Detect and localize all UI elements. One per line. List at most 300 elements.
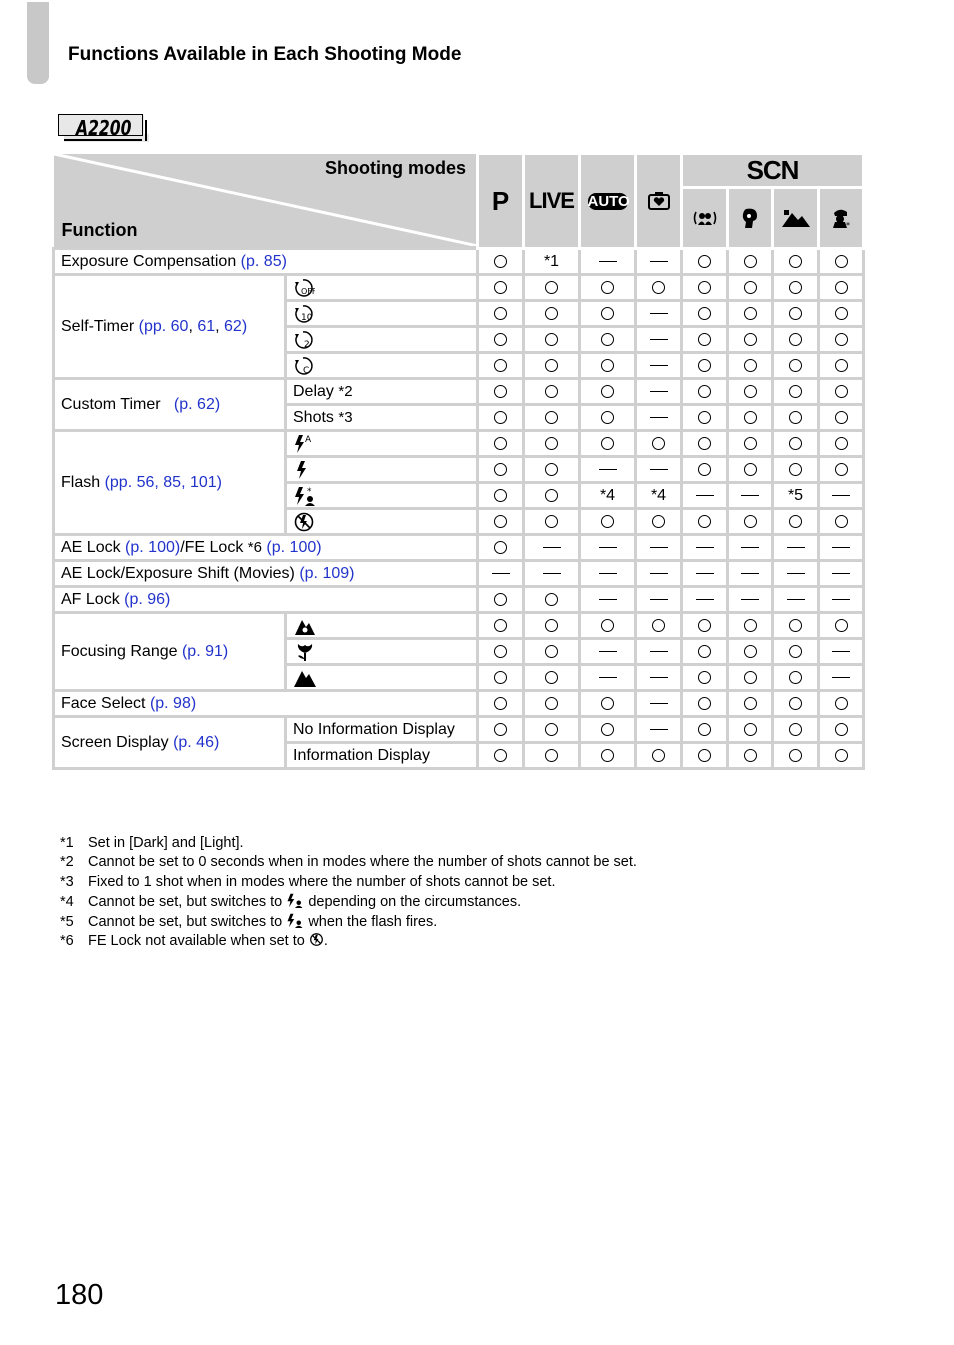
available-mark bbox=[478, 691, 524, 717]
available-mark bbox=[478, 353, 524, 379]
af-lock-label: AF Lock bbox=[61, 590, 120, 608]
available-mark bbox=[819, 691, 864, 717]
dash-icon bbox=[650, 677, 668, 679]
slow-sync-cell bbox=[286, 483, 478, 509]
unavailable-mark bbox=[682, 587, 728, 613]
available-mark bbox=[524, 613, 580, 639]
scn-kids-header bbox=[682, 188, 728, 249]
circle-icon bbox=[494, 385, 507, 398]
unavailable-mark bbox=[580, 249, 636, 275]
unavailable-mark bbox=[636, 405, 682, 431]
circle-icon bbox=[698, 307, 711, 320]
af-lock-label-cell bbox=[54, 587, 478, 613]
ae-shift-ref-link[interactable]: (p. 109) bbox=[299, 564, 355, 582]
circle-icon bbox=[601, 723, 614, 736]
available-mark bbox=[524, 275, 580, 301]
mode-portrait-header bbox=[636, 154, 682, 249]
available-mark bbox=[773, 431, 819, 457]
macro-icon bbox=[293, 642, 317, 662]
no-info-label: No Information Display bbox=[293, 720, 455, 738]
available-mark bbox=[773, 457, 819, 483]
svg-text:A: A bbox=[305, 434, 312, 445]
unavailable-mark bbox=[636, 457, 682, 483]
dash-icon bbox=[787, 547, 805, 549]
footnote-1 bbox=[60, 834, 637, 853]
footnote-2 bbox=[60, 853, 637, 872]
ae-shift-label: AE Lock/Exposure Shift (Movies) bbox=[61, 564, 295, 582]
row-custom-timer-delay bbox=[54, 379, 864, 405]
available-mark bbox=[478, 509, 524, 535]
circle-icon bbox=[698, 463, 711, 476]
svg-text:*: * bbox=[307, 486, 312, 497]
shots-label: Shots bbox=[293, 408, 334, 426]
available-mark bbox=[773, 691, 819, 717]
circle-icon bbox=[601, 411, 614, 424]
available-mark bbox=[682, 353, 728, 379]
footnote-text: Cannot be set to 0 seconds when in modes where the number of shots cannot be set. bbox=[88, 854, 637, 871]
ae-lock-label-cell bbox=[54, 535, 478, 561]
dash-icon bbox=[599, 599, 617, 601]
available-mark bbox=[478, 431, 524, 457]
row-exposure-compensation bbox=[54, 249, 864, 275]
circle-icon bbox=[698, 619, 711, 632]
circle-icon bbox=[545, 619, 558, 632]
circle-icon bbox=[601, 697, 614, 710]
footnote-3 bbox=[60, 873, 637, 892]
available-mark bbox=[773, 327, 819, 353]
portrait-mode-icon bbox=[647, 191, 671, 211]
unavailable-mark bbox=[728, 561, 773, 587]
screen-ref-link[interactable]: (p. 46) bbox=[173, 733, 220, 751]
available-mark bbox=[478, 327, 524, 353]
available-mark bbox=[524, 509, 580, 535]
circle-icon bbox=[494, 671, 507, 684]
available-mark bbox=[773, 275, 819, 301]
fe-lock-label: /FE Lock bbox=[180, 538, 244, 556]
footnote-text: when the flash fires. bbox=[308, 914, 438, 931]
available-mark bbox=[478, 301, 524, 327]
circle-icon bbox=[698, 645, 711, 658]
unavailable-mark bbox=[636, 587, 682, 613]
row-face-select bbox=[54, 691, 864, 717]
footnote-text: Set in [Dark] and [Light]. bbox=[88, 835, 244, 851]
dash-icon bbox=[832, 495, 850, 497]
dash-icon bbox=[650, 365, 668, 367]
fe-lock-ref-link[interactable]: (p. 100) bbox=[266, 538, 322, 556]
available-mark bbox=[819, 717, 864, 743]
available-mark bbox=[580, 691, 636, 717]
circle-icon bbox=[601, 359, 614, 372]
circle-icon bbox=[789, 437, 802, 450]
self-timer-off-cell bbox=[286, 275, 478, 301]
dash-icon bbox=[832, 599, 850, 601]
available-mark bbox=[478, 639, 524, 665]
footnote-text: Cannot be set, but switches to bbox=[88, 893, 283, 910]
available-mark bbox=[682, 405, 728, 431]
portrait-icon bbox=[740, 207, 760, 229]
available-mark bbox=[478, 535, 524, 561]
af-lock-ref-link[interactable]: (p. 96) bbox=[124, 590, 171, 608]
unavailable-mark bbox=[636, 717, 682, 743]
flash-off-cell bbox=[286, 509, 478, 535]
model-badge bbox=[58, 114, 148, 141]
circle-icon bbox=[789, 723, 802, 736]
available-mark bbox=[636, 613, 682, 639]
circle-icon bbox=[494, 749, 507, 762]
macro-cell bbox=[286, 639, 478, 665]
available-mark bbox=[773, 743, 819, 769]
dash-icon bbox=[741, 573, 759, 575]
circle-icon bbox=[545, 385, 558, 398]
circle-icon bbox=[744, 463, 757, 476]
available-mark bbox=[524, 405, 580, 431]
available-mark bbox=[728, 639, 773, 665]
note-mark: *5 bbox=[773, 483, 819, 509]
self-timer-10-cell bbox=[286, 301, 478, 327]
note-mark: *1 bbox=[524, 249, 580, 275]
circle-icon bbox=[744, 671, 757, 684]
available-mark bbox=[682, 379, 728, 405]
unavailable-mark bbox=[773, 561, 819, 587]
unavailable-mark bbox=[728, 535, 773, 561]
circle-icon bbox=[835, 333, 848, 346]
circle-icon bbox=[835, 385, 848, 398]
mode-live-header bbox=[524, 154, 580, 249]
circle-icon bbox=[835, 697, 848, 710]
self-timer-ref-link-62[interactable]: 62) bbox=[224, 317, 248, 335]
fe-lock-note: *6 bbox=[247, 538, 262, 556]
available-mark bbox=[524, 431, 580, 457]
self-timer-custom-cell bbox=[286, 353, 478, 379]
flash-auto-cell bbox=[286, 431, 478, 457]
footnotes bbox=[60, 834, 637, 952]
available-mark bbox=[524, 327, 580, 353]
dash-icon bbox=[741, 495, 759, 497]
available-mark bbox=[478, 457, 524, 483]
unavailable-mark bbox=[636, 561, 682, 587]
self-timer-ref-link-61[interactable]: 61 bbox=[197, 317, 216, 335]
footnote-text: depending on the circumstances. bbox=[308, 893, 522, 910]
circle-icon bbox=[789, 645, 802, 658]
circle-icon bbox=[744, 749, 757, 762]
dash-icon bbox=[832, 547, 850, 549]
dash-icon bbox=[832, 573, 850, 575]
circle-icon bbox=[744, 359, 757, 372]
available-mark bbox=[819, 405, 864, 431]
available-mark bbox=[636, 275, 682, 301]
circle-icon bbox=[789, 255, 802, 268]
circle-icon bbox=[835, 619, 848, 632]
circle-icon bbox=[545, 593, 558, 606]
available-mark bbox=[478, 379, 524, 405]
scn-header: SCN bbox=[682, 154, 864, 188]
available-mark bbox=[773, 717, 819, 743]
ae-shift-label-cell bbox=[54, 561, 478, 587]
footnote-mark: *3 bbox=[60, 873, 74, 890]
circle-icon bbox=[835, 749, 848, 762]
unavailable-mark bbox=[682, 561, 728, 587]
delay-label: Delay bbox=[293, 382, 334, 400]
dash-icon bbox=[599, 547, 617, 549]
circle-icon bbox=[698, 333, 711, 346]
ae-lock-ref-link[interactable]: (p. 100) bbox=[125, 538, 181, 556]
self-timer-label-cell: Self-Timer (pp. 60, 61, 62) bbox=[54, 275, 286, 379]
circle-icon bbox=[545, 333, 558, 346]
circle-icon bbox=[835, 281, 848, 294]
kids-pets-icon bbox=[693, 210, 717, 226]
unavailable-mark bbox=[819, 561, 864, 587]
circle-icon bbox=[789, 619, 802, 632]
dash-icon bbox=[696, 495, 714, 497]
dash-icon bbox=[650, 651, 668, 653]
footnote-mark: *5 bbox=[60, 914, 74, 931]
circle-icon bbox=[494, 359, 507, 372]
circle-icon bbox=[789, 463, 802, 476]
circle-icon bbox=[744, 437, 757, 450]
row-ae-exposure-shift bbox=[54, 561, 864, 587]
available-mark bbox=[819, 613, 864, 639]
circle-icon bbox=[494, 645, 507, 658]
circle-icon bbox=[601, 333, 614, 346]
available-mark bbox=[524, 587, 580, 613]
available-mark bbox=[819, 275, 864, 301]
circle-icon bbox=[789, 281, 802, 294]
infinity-cell bbox=[286, 665, 478, 691]
svg-text:10: 10 bbox=[301, 312, 313, 323]
shots-cell bbox=[286, 405, 478, 431]
available-mark bbox=[524, 691, 580, 717]
mode-auto-label: AUTO bbox=[587, 192, 630, 210]
dash-icon bbox=[599, 469, 617, 471]
circle-icon bbox=[494, 281, 507, 294]
no-info-cell bbox=[286, 717, 478, 743]
footnote-6 bbox=[60, 932, 637, 951]
circle-icon bbox=[494, 437, 507, 450]
circle-icon bbox=[698, 411, 711, 424]
available-mark bbox=[773, 509, 819, 535]
dash-icon bbox=[492, 573, 510, 575]
unavailable-mark bbox=[819, 483, 864, 509]
delay-cell bbox=[286, 379, 478, 405]
unavailable-mark bbox=[636, 535, 682, 561]
face-select-label: Face Select bbox=[61, 694, 146, 712]
circle-icon bbox=[545, 307, 558, 320]
available-mark bbox=[728, 327, 773, 353]
available-mark bbox=[728, 509, 773, 535]
available-mark bbox=[636, 431, 682, 457]
focusing-ref-link[interactable]: (p. 91) bbox=[181, 642, 229, 660]
available-mark bbox=[636, 509, 682, 535]
custom-timer-label: Custom Timer bbox=[61, 395, 161, 413]
dash-icon bbox=[650, 547, 668, 549]
available-mark bbox=[682, 275, 728, 301]
circle-icon bbox=[652, 437, 665, 450]
available-mark bbox=[478, 665, 524, 691]
svg-text:C: C bbox=[303, 365, 310, 376]
unavailable-mark bbox=[636, 327, 682, 353]
circle-icon bbox=[545, 697, 558, 710]
circle-icon bbox=[545, 411, 558, 424]
available-mark bbox=[580, 275, 636, 301]
model-name: A2200 bbox=[76, 116, 132, 140]
available-mark bbox=[682, 249, 728, 275]
available-mark bbox=[728, 249, 773, 275]
available-mark bbox=[478, 743, 524, 769]
available-mark bbox=[478, 483, 524, 509]
available-mark bbox=[682, 717, 728, 743]
circle-icon bbox=[494, 593, 507, 606]
circle-icon bbox=[698, 255, 711, 268]
page-heading: Functions Available in Each Shooting Mode bbox=[68, 44, 462, 65]
circle-icon bbox=[835, 463, 848, 476]
svg-text:2: 2 bbox=[304, 339, 310, 350]
footnote-mark: *1 bbox=[60, 835, 74, 851]
shooting-modes-label: Shooting modes bbox=[325, 157, 466, 178]
available-mark bbox=[819, 327, 864, 353]
circle-icon bbox=[545, 437, 558, 450]
circle-icon bbox=[744, 385, 757, 398]
circle-icon bbox=[545, 281, 558, 294]
footnote-text: . bbox=[323, 933, 328, 950]
circle-icon bbox=[698, 281, 711, 294]
self-timer-ref-link-60[interactable]: (pp. 60 bbox=[138, 317, 189, 335]
normal-focus-icon bbox=[293, 616, 317, 636]
landscape-icon bbox=[782, 208, 810, 228]
footnote-5 bbox=[60, 912, 637, 932]
available-mark bbox=[682, 613, 728, 639]
circle-icon bbox=[494, 255, 507, 268]
page-number: 180 bbox=[55, 1279, 104, 1311]
available-mark bbox=[819, 509, 864, 535]
self-timer-2-cell bbox=[286, 327, 478, 353]
available-mark bbox=[728, 301, 773, 327]
circle-icon bbox=[545, 463, 558, 476]
circle-icon bbox=[835, 411, 848, 424]
available-mark bbox=[682, 691, 728, 717]
footnote-text: Cannot be set, but switches to bbox=[88, 914, 283, 931]
unavailable-mark bbox=[636, 665, 682, 691]
available-mark bbox=[682, 431, 728, 457]
circle-icon bbox=[789, 697, 802, 710]
circle-icon bbox=[789, 515, 802, 528]
info-cell bbox=[286, 743, 478, 769]
custom-timer-ref-link[interactable]: (p. 62) bbox=[173, 395, 221, 413]
available-mark bbox=[773, 379, 819, 405]
focusing-label-cell bbox=[54, 613, 286, 691]
available-mark bbox=[580, 301, 636, 327]
dash-icon bbox=[599, 261, 617, 263]
slow-sync-icon bbox=[286, 892, 304, 909]
available-mark bbox=[524, 665, 580, 691]
circle-icon bbox=[494, 541, 507, 554]
available-mark bbox=[682, 743, 728, 769]
circle-icon bbox=[835, 307, 848, 320]
dash-icon bbox=[650, 703, 668, 705]
unavailable-mark bbox=[819, 639, 864, 665]
note-mark: *4 bbox=[636, 483, 682, 509]
unavailable-mark bbox=[636, 691, 682, 717]
exposure-ref-link[interactable]: (p. 85) bbox=[240, 252, 287, 270]
available-mark bbox=[524, 639, 580, 665]
dash-icon bbox=[599, 677, 617, 679]
footnote-text: FE Lock not available when set to bbox=[88, 933, 305, 950]
circle-icon bbox=[652, 515, 665, 528]
flash-ref-link[interactable]: (pp. 56, 85, 101) bbox=[104, 473, 222, 491]
scn-landscape-header bbox=[773, 188, 819, 249]
unavailable-mark bbox=[728, 483, 773, 509]
circle-icon bbox=[545, 749, 558, 762]
available-mark bbox=[819, 301, 864, 327]
dash-icon bbox=[599, 573, 617, 575]
dash-icon bbox=[696, 599, 714, 601]
circle-icon bbox=[494, 463, 507, 476]
circle-icon bbox=[545, 671, 558, 684]
circle-icon bbox=[789, 307, 802, 320]
scn-snow-header bbox=[819, 188, 864, 249]
svg-text:*: * bbox=[846, 221, 851, 229]
face-select-ref-link[interactable]: (p. 98) bbox=[149, 694, 197, 712]
self-timer-2-icon bbox=[293, 329, 315, 351]
row-ae-fe-lock bbox=[54, 535, 864, 561]
row-screen-no-info bbox=[54, 717, 864, 743]
normal-focus-cell bbox=[286, 613, 478, 639]
note-mark: *4 bbox=[580, 483, 636, 509]
available-mark bbox=[728, 743, 773, 769]
unavailable-mark bbox=[524, 535, 580, 561]
circle-icon bbox=[744, 697, 757, 710]
available-mark bbox=[524, 379, 580, 405]
dash-icon bbox=[832, 677, 850, 679]
circle-icon bbox=[744, 255, 757, 268]
available-mark bbox=[728, 405, 773, 431]
circle-icon bbox=[835, 515, 848, 528]
unavailable-mark bbox=[580, 561, 636, 587]
circle-icon bbox=[545, 723, 558, 736]
unavailable-mark bbox=[524, 561, 580, 587]
dash-icon bbox=[650, 417, 668, 419]
circle-icon bbox=[698, 697, 711, 710]
available-mark bbox=[819, 249, 864, 275]
dash-icon bbox=[696, 547, 714, 549]
snow-icon bbox=[830, 207, 852, 229]
unavailable-mark bbox=[682, 483, 728, 509]
unavailable-mark bbox=[636, 379, 682, 405]
available-mark bbox=[819, 457, 864, 483]
row-self-timer-off bbox=[54, 275, 864, 301]
available-mark bbox=[728, 431, 773, 457]
circle-icon bbox=[789, 671, 802, 684]
dash-icon bbox=[787, 599, 805, 601]
available-mark bbox=[478, 587, 524, 613]
circle-icon bbox=[601, 437, 614, 450]
available-mark bbox=[773, 639, 819, 665]
available-mark bbox=[682, 639, 728, 665]
self-timer-10-icon bbox=[293, 303, 315, 325]
available-mark bbox=[636, 743, 682, 769]
available-mark bbox=[524, 717, 580, 743]
circle-icon bbox=[601, 619, 614, 632]
unavailable-mark bbox=[773, 587, 819, 613]
available-mark bbox=[773, 353, 819, 379]
exposure-label-cell bbox=[54, 249, 478, 275]
circle-icon bbox=[789, 749, 802, 762]
circle-icon bbox=[601, 281, 614, 294]
available-mark bbox=[682, 327, 728, 353]
available-mark bbox=[728, 665, 773, 691]
unavailable-mark bbox=[636, 249, 682, 275]
infinity-icon bbox=[293, 668, 317, 688]
circle-icon bbox=[494, 333, 507, 346]
